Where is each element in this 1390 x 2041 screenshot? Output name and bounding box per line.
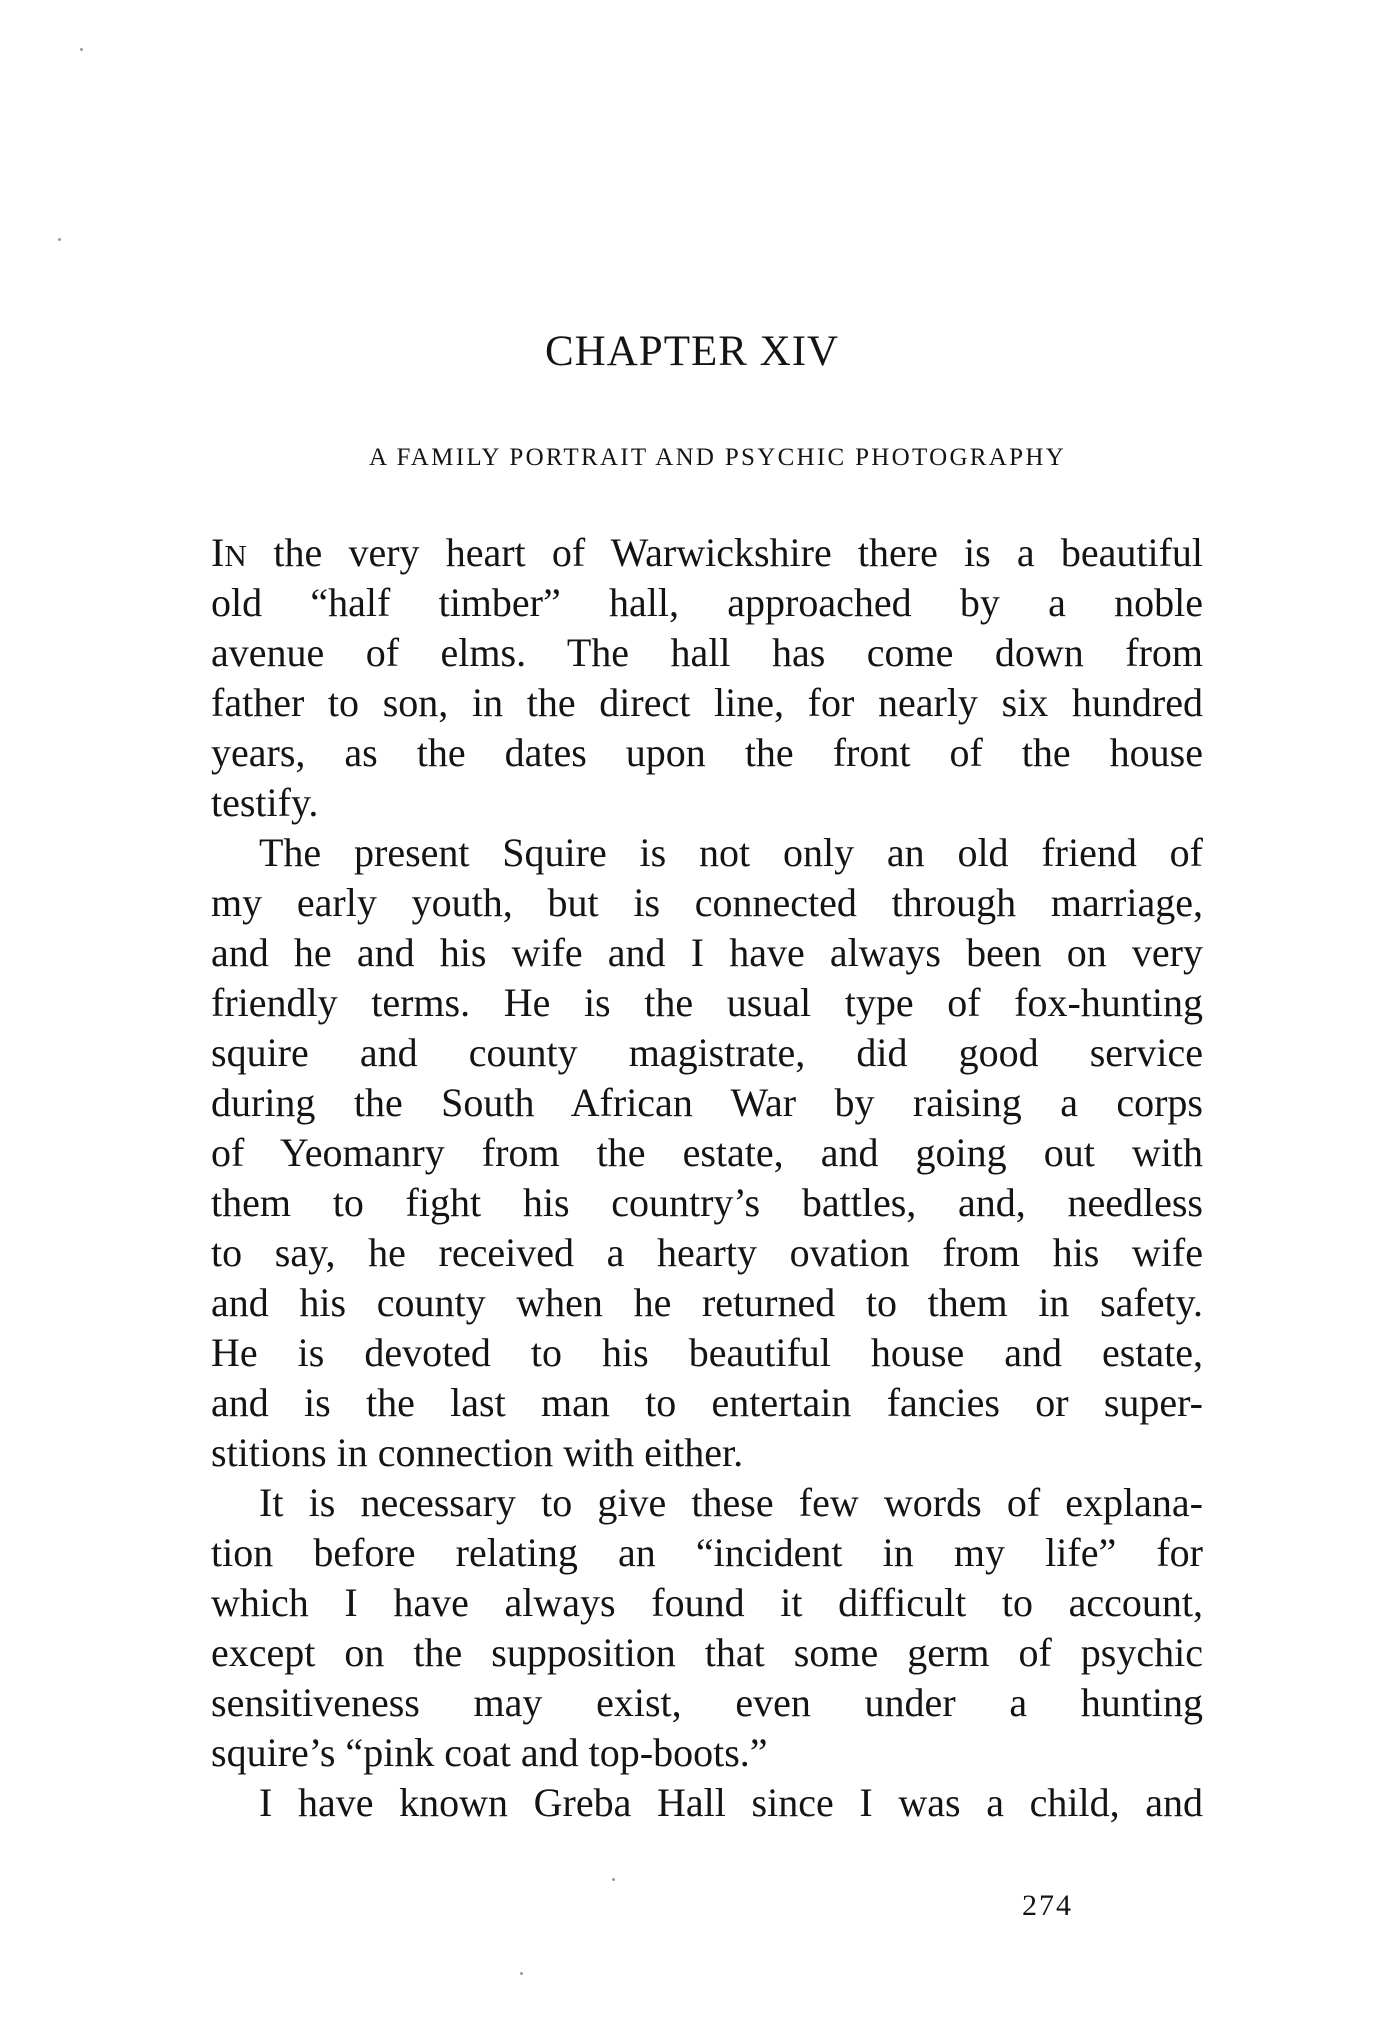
scan-speck — [80, 48, 83, 51]
text-line — [211, 528, 1203, 578]
text-line: tion before relating an “incident in my life” for — [211, 1530, 1203, 1575]
body-text — [211, 528, 1203, 1828]
text-line: squire and county magistrate, did good service — [211, 1030, 1203, 1075]
text-line: which I have always found it difficult to account, — [211, 1580, 1203, 1625]
text-line: and is the last man to entertain fancies or super- — [211, 1380, 1203, 1425]
text-line: my early youth, but is connected through marriage, — [211, 880, 1203, 925]
text-line: I have known Greba Hall since I was a child, and — [259, 1780, 1203, 1825]
text-line: them to fight his country’s battles, and, needless — [211, 1180, 1203, 1225]
text-line: of Yeomanry from the estate, and going out with — [211, 1130, 1203, 1175]
text-line: squire’s “pink coat and top-boots.” — [211, 1730, 768, 1775]
text-line: to say, he received a hearty ovation from his wife — [211, 1230, 1203, 1275]
text-line: sensitiveness may exist, even under a hunting — [211, 1680, 1203, 1725]
text-line: father to son, in the direct line, for nearly six hundred — [211, 680, 1203, 725]
text-line: stitions in connection with either. — [211, 1430, 744, 1475]
chapter-title: CHAPTER XIV — [545, 328, 840, 375]
text-line: The present Squire is not only an old friend of — [259, 830, 1203, 875]
text-line: old “half timber” hall, approached by a noble — [211, 580, 1203, 625]
drop-cap — [211, 530, 247, 575]
text-line: testify. — [211, 780, 319, 825]
text-line: It is necessary to give these few words of explana- — [259, 1480, 1203, 1525]
chapter-subtitle: A FAMILY PORTRAIT AND PSYCHIC PHOTOGRAPHY — [368, 444, 1067, 471]
scan-speck — [58, 238, 61, 241]
line-text: the very heart of Warwickshire there is a beautiful — [247, 530, 1203, 575]
text-line: and he and his wife and I have always been on very — [211, 930, 1203, 975]
text-line: and his county when he returned to them in safety. — [211, 1280, 1203, 1325]
scan-speck — [612, 1878, 615, 1881]
page-number: 274 — [1022, 1889, 1073, 1922]
text-line: except on the supposition that some germ of psychic — [211, 1630, 1203, 1675]
text-line: years, as the dates upon the front of the house — [211, 730, 1203, 775]
text-line: friendly terms. He is the usual type of fox-hunting — [211, 980, 1203, 1025]
text-line: during the South African War by raising a corps — [211, 1080, 1203, 1125]
scan-speck — [520, 1972, 523, 1975]
text-line: avenue of elms. The hall has come down from — [211, 630, 1203, 675]
text-line: He is devoted to his beautiful house and estate, — [211, 1330, 1203, 1375]
drop-cap-text: IN — [211, 530, 248, 575]
